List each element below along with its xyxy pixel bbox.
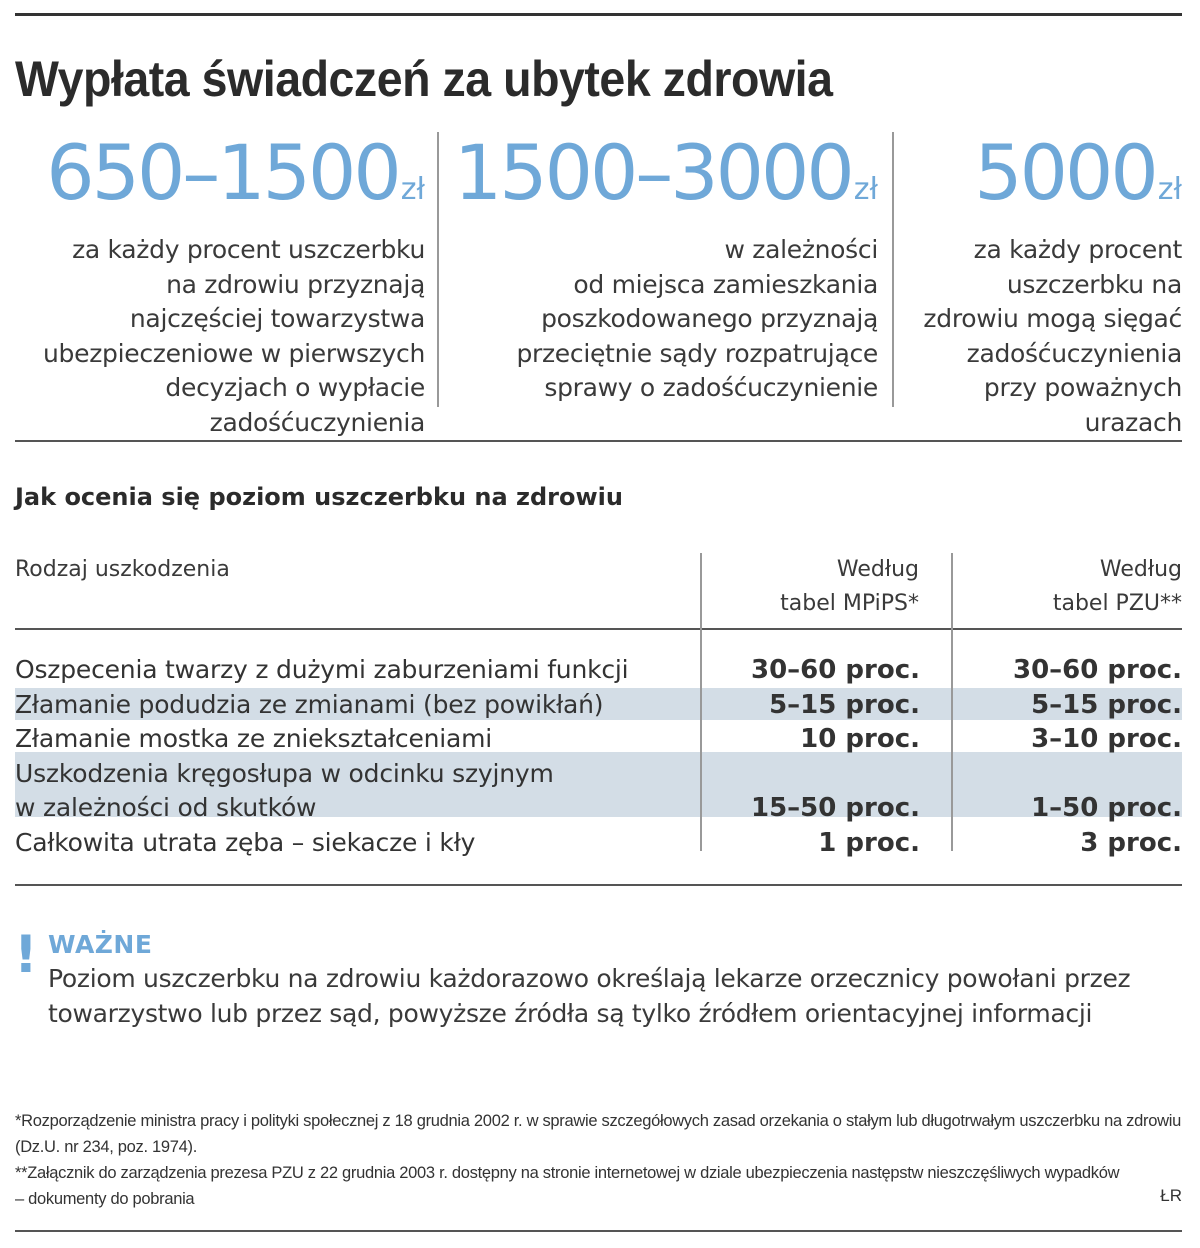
table-row (15, 653, 1182, 688)
row-mpips-value: 30–60 proc. (751, 655, 920, 685)
important-text: Poziom uszczerbku na zdrowiu każdorazowo określają lekarze orzecznicy powołani przez towarzystwo lub przez sąd, powyższe źródła są tylko źródłem orientacyjnej informacji (48, 964, 1131, 1028)
exclamation-icon: ! (14, 925, 38, 985)
header-rule (15, 628, 1182, 630)
stat-line: w zależności (724, 235, 878, 264)
table-row (15, 826, 1182, 861)
stat-column-3 (900, 128, 1182, 440)
stat-column-1 (15, 128, 425, 440)
bottom-rule (15, 1230, 1182, 1232)
stat-line: za każdy procent uszczerbku (72, 235, 425, 264)
header-pzu (953, 553, 1182, 621)
stat-line: za każdy procent (973, 235, 1182, 264)
stat-line: zadośćuczynienia (966, 338, 1182, 368)
header-pzu-line1: Według (1099, 557, 1182, 582)
row-mpips-value: 1 proc. (818, 827, 920, 858)
stat-line: od miejsca zamieszkania (573, 269, 878, 299)
stat-amount-value: 1500–3000 (453, 128, 852, 217)
row-mpips-value: 10 proc. (800, 724, 920, 754)
header-mpips-line2: tabel MPiPS* (780, 591, 919, 616)
row-damage-type: Złamanie podudzia ze zmianami (bez powikłań) (15, 689, 604, 719)
row-pzu-value: 1–50 proc. (1031, 793, 1182, 823)
stat-line: przy poważnych (983, 373, 1182, 402)
row-damage-type-line2: w zależności od skutków (15, 793, 317, 822)
footnote-mpips: *Rozporządzenie ministra pracy i polityki społecznej z 18 grudnia 2002 r. w sprawie szczegółowych zasad orzekania o stałym lub długotrwałym uszczerbku na zdrowiu (Dz.U. nr 234, poz. 1974). (15, 1112, 1181, 1156)
footnote-pzu: **Załącznik do zarządzenia prezesa PZU z 22 grudnia 2003 r. dostępny na stronie internetowej w dziale ubezpieczenia następstw nieszczęśliwych wypadków – dokumenty do pobrania (15, 1164, 1120, 1208)
row-pzu-value: 3–10 proc. (1031, 724, 1182, 754)
header-damage-type: Rodzaj uszkodzenia (15, 557, 230, 582)
row-pzu-value: 30–60 proc. (1013, 655, 1182, 685)
stat-line: zdrowiu mogą sięgać (923, 304, 1182, 333)
stat-line: decyzjach o wypłacie (165, 373, 425, 402)
stat-line: poszkodowanego przyznają (541, 304, 878, 333)
table-row (15, 757, 1182, 826)
section-rule (15, 440, 1182, 442)
row-damage-type: Całkowita utrata zęba – siekacze i kły (15, 827, 476, 857)
row-damage-type (15, 757, 554, 826)
stat-line: najczęściej towarzystwa (129, 304, 425, 333)
stat-line: uszczerbku na (1006, 269, 1182, 299)
stat-unit: zł (400, 172, 425, 207)
top-rule (15, 13, 1182, 16)
stat-unit: zł (1157, 172, 1182, 207)
stat-unit: zł (853, 172, 878, 207)
stat-amount (450, 128, 878, 235)
row-pzu-value: 5–15 proc. (1031, 689, 1182, 720)
table-row (15, 688, 1182, 723)
table-bottom-rule (15, 884, 1182, 886)
author-credit: ŁR (1160, 1186, 1182, 1205)
stat-line: urazach (1084, 407, 1182, 437)
header-mpips-line1: Według (836, 557, 919, 582)
stat-amount (15, 128, 425, 235)
stat-line: ubezpieczeniowe w pierwszych (43, 338, 425, 368)
header-pzu-line2: tabel PZU** (1052, 591, 1182, 616)
stat-column-2 (450, 128, 878, 406)
table-row (15, 722, 1182, 757)
stat-amount-value: 650–1500 (46, 128, 399, 217)
row-damage-type-line1: Uszkodzenia kręgosłupa w odcinku szyjnym (15, 758, 554, 788)
row-mpips-value: 15–50 proc. (751, 793, 920, 823)
important-label: WAŻNE (48, 930, 153, 959)
stat-line: sprawy o zadośćuczynienie (544, 373, 878, 402)
header-mpips (700, 553, 919, 621)
stat-line: na zdrowiu przyznają (166, 269, 425, 299)
row-mpips-value: 5–15 proc. (769, 689, 920, 720)
row-damage-type: Oszpecenia twarzy z dużymi zaburzeniami funkcji (15, 655, 629, 684)
stat-description (15, 233, 425, 440)
stat-line: zadośćuczynienia (209, 407, 425, 437)
page-title: Wypłata świadczeń za ubytek zdrowia (15, 51, 833, 107)
stat-amount (900, 128, 1182, 235)
stat-description (450, 233, 878, 406)
stat-divider (892, 132, 894, 407)
stat-amount-value: 5000 (974, 128, 1156, 217)
table-title: Jak ocenia się poziom uszczerbku na zdrowiu (15, 483, 623, 511)
stat-description (900, 233, 1182, 440)
row-pzu-value: 3 proc. (1080, 827, 1182, 858)
stat-divider (437, 132, 439, 407)
row-damage-type: Złamanie mostka ze zniekształceniami (15, 724, 493, 753)
stat-line: przeciętnie sądy rozpatrujące (516, 338, 878, 368)
